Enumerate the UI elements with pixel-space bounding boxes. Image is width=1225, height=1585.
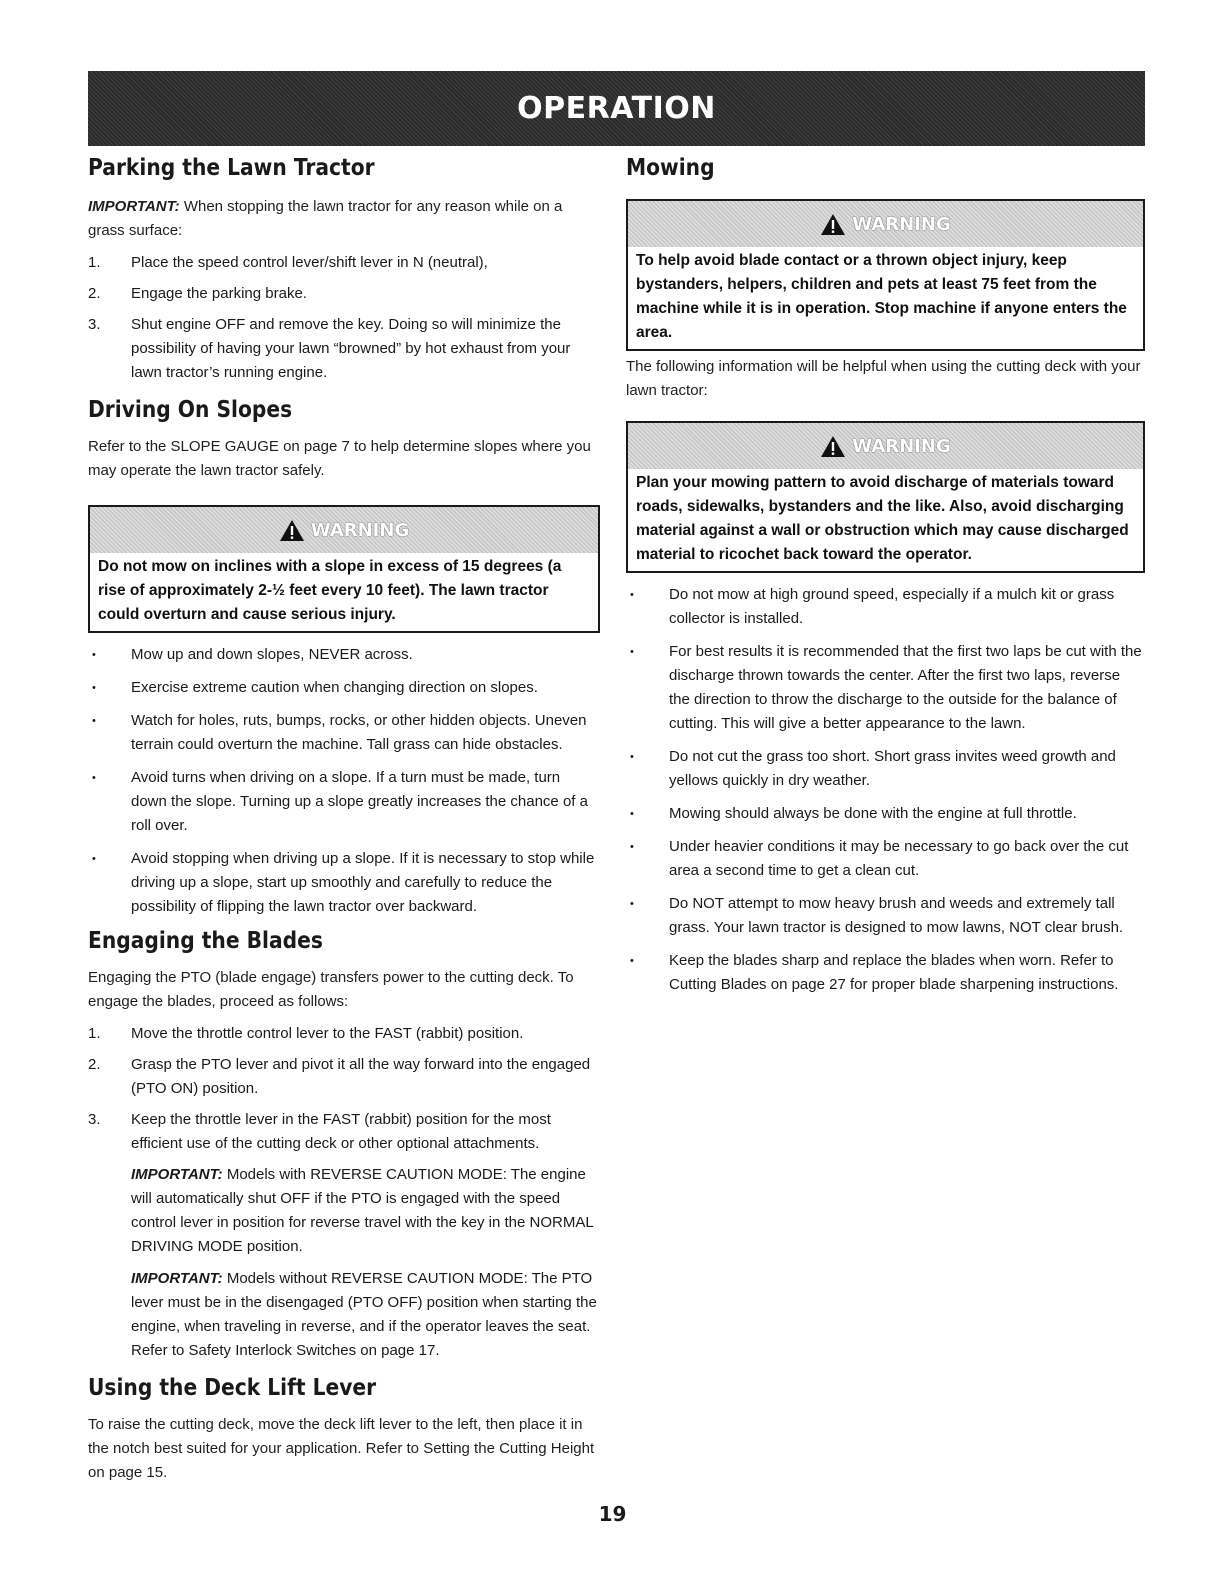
blades-intro: Engaging the PTO (blade engage) transfers power to the cutting deck. To engage the blades, proceed as follows: — [88, 969, 574, 1010]
warning-triangle-icon — [279, 519, 305, 542]
bullet: • — [630, 955, 634, 967]
warning-text: Plan your mowing pattern to avoid discharge of materials toward roads, sidewalks, bystanders and the like. Also, avoid discharging material against a wall or obstruction which may cause discharged material to ricochet back toward the operator. — [636, 474, 1129, 563]
step-number: 2. — [88, 1056, 101, 1073]
bullet-text: Keep the blades sharp and replace the blades when worn. Refer to Cutting Blades on page 27 for proper blade sharpening instructions. — [669, 952, 1119, 993]
slopes-intro: Refer to the SLOPE GAUGE on page 7 to help determine slopes where you may operate the lawn tractor safely. — [88, 438, 591, 479]
bullet: • — [630, 589, 634, 601]
list-item — [626, 640, 1145, 736]
list-item — [88, 847, 600, 919]
bullet: • — [92, 853, 96, 865]
bullet-text: Mow up and down slopes, NEVER across. — [131, 646, 413, 663]
section-banner — [88, 71, 1145, 146]
bullet: • — [630, 808, 634, 820]
step-text: Place the speed control lever/shift lever in N (neutral), — [131, 254, 488, 271]
warning-text: Do not mow on inclines with a slope in excess of 15 degrees (a rise of approximately 2-½ feet every 10 feet). The lawn tractor could overturn and cause serious injury. — [98, 558, 562, 623]
step-number: 3. — [88, 316, 101, 333]
list-item — [626, 583, 1145, 631]
blades-steps — [88, 1022, 600, 1156]
bullet-text: Exercise extreme caution when changing direction on slopes. — [131, 679, 538, 696]
left-column — [88, 155, 600, 1485]
step-text: Grasp the PTO lever and pivot it all the way forward into the engaged (PTO ON) position. — [131, 1056, 591, 1097]
step-text: Engage the parking brake. — [131, 285, 307, 302]
bullet-text: Do not mow at high ground speed, especially if a mulch kit or grass collector is installed. — [669, 586, 1115, 627]
warning-header — [628, 423, 1143, 469]
list-item — [626, 835, 1145, 883]
list-item — [626, 802, 1145, 826]
bullet: • — [92, 772, 96, 784]
list-item — [88, 282, 600, 306]
important-label: IMPORTANT: — [131, 1166, 223, 1183]
deck-lift-title: Using the Deck Lift Lever — [88, 1375, 377, 1401]
list-item — [88, 1022, 600, 1046]
bullet: • — [92, 682, 96, 694]
warning-label: WARNING — [852, 435, 951, 457]
step-number: 2. — [88, 285, 101, 302]
warning-triangle-icon — [820, 435, 846, 458]
bullet-text: Mowing should always be done with the engine at full throttle. — [669, 805, 1077, 822]
right-column — [626, 155, 1145, 1006]
list-item — [88, 1108, 600, 1156]
list-item — [88, 676, 600, 700]
slopes-bullets — [88, 643, 600, 919]
bullet: • — [630, 646, 634, 658]
bullet-text: For best results it is recommended that the first two laps be cut with the discharge thrown towards the center. After the first two laps, reverse the direction to throw the discharge to the outside for the balance of cutting. This will give a better appearance to the lawn. — [669, 643, 1142, 732]
list-item — [626, 949, 1145, 997]
mowing-title: Mowing — [626, 155, 715, 181]
warning-label: WARNING — [852, 213, 951, 235]
step-text: Keep the throttle lever in the FAST (rabbit) position for the most efficient use of the cutting deck or other optional attachments. — [131, 1111, 551, 1152]
slopes-warning-box — [88, 505, 600, 633]
important-label: IMPORTANT: — [131, 1270, 223, 1287]
note-text: Models without REVERSE CAUTION MODE: The PTO lever must be in the disengaged (PTO OFF) position when starting the engine, when traveling in reverse, and if the operator leaves the seat. Refer to Safety Interlock Switches on page 17. — [131, 1270, 597, 1359]
bullet-text: Avoid turns when driving on a slope. If a turn must be made, turn down the slope. Turning up a slope greatly increases the chance of a roll over. — [131, 769, 588, 834]
bullet: • — [92, 715, 96, 727]
warning-text: To help avoid blade contact or a thrown object injury, keep bystanders, helpers, children and pets at least 75 feet from the machine while it is in operation. Stop machine if anyone enters the area. — [636, 252, 1127, 341]
list-item — [88, 766, 600, 838]
bullet-text: Do NOT attempt to mow heavy brush and weeds and extremely tall grass. Your lawn tractor is designed to mow lawns, NOT clear brush. — [669, 895, 1124, 936]
blades-title: Engaging the Blades — [88, 928, 323, 954]
list-item — [88, 313, 600, 385]
warning-header — [628, 201, 1143, 247]
list-item — [88, 251, 600, 275]
step-text: Move the throttle control lever to the FAST (rabbit) position. — [131, 1025, 524, 1042]
deck-lift-text: To raise the cutting deck, move the deck lift lever to the left, then place it in the notch best suited for your application. Refer to Setting the Cutting Height on page 15. — [88, 1416, 595, 1481]
bullet-text: Under heavier conditions it may be necessary to go back over the cut area a second time to get a clean cut. — [669, 838, 1129, 879]
slopes-title: Driving On Slopes — [88, 397, 293, 423]
parking-title: Parking the Lawn Tractor — [88, 155, 375, 181]
bullet: • — [630, 841, 634, 853]
parking-steps — [88, 251, 600, 385]
note-text: Models with REVERSE CAUTION MODE: The engine will automatically shut OFF if the PTO is engaged with the speed control lever in position for reverse travel with the key in the NORMAL DRIVING MODE position. — [131, 1166, 594, 1255]
mowing-warning-box-2 — [626, 421, 1145, 573]
warning-triangle-icon — [820, 213, 846, 236]
important-label: IMPORTANT: — [88, 198, 180, 215]
blades-important-note-2 — [88, 1267, 600, 1363]
parking-intro-text: When stopping the lawn tractor for any reason while on a grass surface: — [88, 198, 563, 239]
banner-title: OPERATION — [517, 91, 716, 126]
page-number: 19 — [598, 1502, 627, 1526]
list-item — [626, 892, 1145, 940]
bullet: • — [92, 649, 96, 661]
mowing-bullets — [626, 583, 1145, 997]
warning-header — [90, 507, 598, 553]
blades-important-note-1 — [88, 1163, 600, 1259]
list-item — [88, 1053, 600, 1101]
bullet-text: Watch for holes, ruts, bumps, rocks, or other hidden objects. Uneven terrain could overturn the machine. Tall grass can hide obstacles. — [131, 712, 587, 753]
step-number: 1. — [88, 254, 101, 271]
bullet: • — [630, 898, 634, 910]
list-item — [88, 709, 600, 757]
mowing-intro: The following information will be helpful when using the cutting deck with your lawn tractor: — [626, 358, 1141, 399]
mowing-warning-box-1 — [626, 199, 1145, 351]
warning-label: WARNING — [310, 519, 410, 541]
list-item — [626, 745, 1145, 793]
bullet: • — [630, 751, 634, 763]
list-item — [88, 643, 600, 667]
step-number: 3. — [88, 1111, 101, 1128]
parking-intro — [88, 195, 600, 243]
bullet-text: Do not cut the grass too short. Short grass invites weed growth and yellows quickly in dry weather. — [669, 748, 1116, 789]
bullet-text: Avoid stopping when driving up a slope. If it is necessary to stop while driving up a slope, start up smoothly and carefully to reduce the possibility of flipping the lawn tractor over backward. — [131, 850, 595, 915]
step-text: Shut engine OFF and remove the key. Doing so will minimize the possibility of having your lawn “browned” by hot exhaust from your lawn tractor’s running engine. — [131, 316, 571, 381]
step-number: 1. — [88, 1025, 101, 1042]
